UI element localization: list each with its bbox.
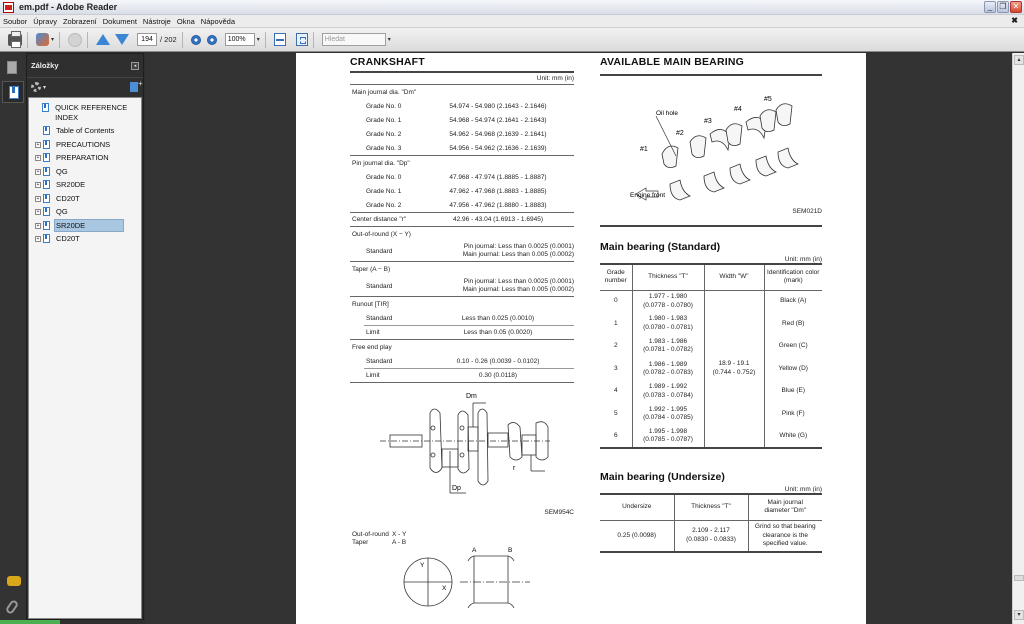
crankshaft-figure [350,383,574,523]
width-cell: 18.9 - 19.1 (0.744 - 0.752) [704,290,764,448]
bearing-shells-drawing [600,76,822,206]
header-width: Width "W" [704,264,764,290]
spec-row: Grade No. 0 47.968 - 47.974 (1.8885 - 1.8887) [366,173,547,181]
menu-help[interactable]: Nápověda [200,16,235,26]
bearing-3-label: #3 [704,118,712,125]
bookmark-item[interactable]: + PRECAUTIONS [36,139,111,149]
bookmark-item[interactable]: QUICK REFERENCE INDEX [29,101,141,124]
bookmark-tree [28,97,142,619]
scrollbar-thumb[interactable] [1014,575,1024,581]
table-row: 6 1.995 - 1.998 (0.0785 - 0.0787) White (G) [600,426,822,449]
table-row: 2 1.983 - 1.986 (0.0781 - 0.0782) Green (C) [600,335,822,358]
bookmark-page-icon [43,221,50,230]
crankshaft-title: CRANKSHAFT [350,56,425,68]
bearing-4-label: #4 [734,106,742,113]
collapse-panel-button[interactable]: ◂ [131,62,139,70]
fit-page-icon [296,33,308,46]
bookmark-item-selected[interactable]: + SR20DE [29,219,141,233]
expand-icon[interactable]: + [36,195,40,202]
toolbar-separator [27,32,28,48]
printer-icon [8,34,22,46]
available-main-bearing-title: AVAILABLE MAIN BEARING [600,56,745,68]
toolbar-separator [182,32,183,48]
spec-row: Grade No. 0 54.974 - 54.980 (2.1643 - 2.1646) [366,102,547,110]
fit-page-button[interactable] [296,31,308,49]
bookmark-item[interactable]: + QG [36,166,68,176]
table-row: 3 1.986 - 1.989 (0.0782 - 0.0783) Yellow (D) [600,358,822,381]
table-row: 5 1.992 - 1.995 (0.0784 - 0.0785) Pink (F) [600,403,822,426]
comments-button[interactable] [2,571,24,593]
bookmarks-button[interactable] [2,81,24,103]
zoom-out-icon [191,35,201,45]
navigation-rail [0,53,26,624]
table-row: 0.25 (0.0098) 2.109 - 2.117 (0.0830 - 0.0833) Grind so that bearing clearance is the specified value. [600,520,822,552]
header-undersize: Undersize [600,494,674,520]
bookmark-item[interactable]: Table of Contents [29,124,141,138]
engine-front-label: Engine front [630,192,666,199]
title-bar [0,0,1024,15]
comments-icon [7,576,21,586]
spec-row: Grade No. 3 54.956 - 54.962 (2.1636 - 2.1639) [366,144,547,152]
unit-label: Unit: mm (in) [536,75,574,82]
header-thickness: Thickness "T" [632,264,704,290]
hand-tool-button[interactable] [68,31,82,49]
bookmark-icon [9,86,19,99]
divider [350,71,574,73]
menu-tools[interactable]: Nástroje [142,16,171,26]
fit-width-button[interactable] [274,31,286,49]
expand-icon[interactable]: + [36,141,40,148]
bookmark-page-icon [43,234,50,243]
expand-icon[interactable]: + [36,155,40,161]
options-gear-icon[interactable] [31,82,41,92]
new-bookmark-icon[interactable] [130,82,138,92]
crankshaft-section [350,53,574,613]
expand-icon[interactable]: + [36,236,40,242]
spec-row: Limit Less than 0.05 (0.0020) [366,329,533,336]
out-of-round-figure [350,523,574,613]
paperclip-icon [5,599,20,615]
unit-label: Unit: mm (in) [784,256,822,263]
y-label: Y [420,562,425,569]
bearing-2-label: #2 [676,130,684,137]
pdf-page [296,53,866,624]
share-button[interactable] [36,31,54,49]
next-page-button[interactable] [115,31,129,49]
panel-title: Záložky [31,61,59,70]
toolbar [0,28,1024,52]
zoom-level-input[interactable]: 100% [225,33,255,46]
page-count: / 202 [160,35,177,44]
menu-document[interactable]: Dokument [102,16,137,26]
expand-icon[interactable]: + [36,168,40,175]
dm-label: Dm [466,393,477,400]
spec-group-label: Main journal dia. "Dm" [352,88,417,96]
scroll-up-icon[interactable]: ▴ [1014,55,1024,65]
chevron-down-icon[interactable]: ▾ [43,84,47,91]
crankshaft-drawing [350,383,574,513]
spec-row: Grade No. 2 47.956 - 47.962 (1.8880 - 1.8883) [366,201,547,209]
spec-row-center-distance: Center distance "r" 42.96 - 43.04 (1.6913 - 1.6945) [352,216,543,223]
minimize-button[interactable]: _ [984,1,996,13]
spec-row: Standard Pin journal: Less than 0.0025 (0.0001) Main journal: Less than 0.005 (0.0002) [366,277,574,293]
share-icon [36,33,49,46]
close-document-icon[interactable]: ✖ [1011,16,1018,25]
dp-label: Dp [452,485,461,492]
header-grade: Grade number [600,264,632,290]
panel-toolbar [27,78,143,96]
hand-icon [68,33,82,47]
spec-row: Grade No. 1 54.968 - 54.974 (2.1641 - 2.1643) [366,116,547,124]
bookmark-page-icon [42,103,49,112]
bookmark-item[interactable]: + SR20DE [36,180,86,189]
bearing-1-label: #1 [640,146,648,153]
panel-header [27,54,143,78]
figure-code: SEM954C [544,509,574,516]
bookmark-page-icon [43,194,50,203]
spec-group-label: Out-of-round (X − Y) [352,230,411,238]
expand-icon[interactable]: + [36,182,40,188]
bookmark-page-icon [43,180,50,189]
bookmark-item[interactable]: + QG [36,207,68,216]
spec-row: Grade No. 1 47.962 - 47.968 (1.8883 - 1.8885) [366,187,547,195]
expand-icon[interactable]: + [36,222,40,229]
header-thickness: Thickness "T" [674,494,748,520]
r-label: r [513,465,516,472]
menu-bar [0,15,1024,28]
bookmark-page-icon [43,140,50,149]
arrow-up-icon [96,34,110,45]
spec-group-label: Taper (A − B) [352,265,391,273]
bookmark-page-icon [43,167,50,176]
journal-measurement-drawing [350,523,574,613]
table-row: 1 1.980 - 1.983 (0.0780 - 0.0781) Red (B) [600,313,822,336]
unit-label: Unit: mm (in) [784,486,822,494]
x-label: X [442,585,447,592]
main-bearing-standard-title: Main bearing (Standard) [600,241,721,253]
spec-row: Grade No. 2 54.962 - 54.968 (2.1639 - 2.1641) [366,130,547,138]
bookmark-page-icon [43,153,50,162]
main-bearing-undersize-title: Main bearing (Undersize) [600,471,725,484]
table-row: 4 1.989 - 1.992 (0.0783 - 0.0784) Blue (E) [600,380,822,403]
spec-group-label: Free end play [352,343,392,351]
page-number-input[interactable]: 194 [137,33,157,46]
bookmark-item[interactable]: + CD20T [36,193,80,203]
menu-view[interactable]: Zobrazení [62,16,97,26]
zoom-in-icon [207,35,217,45]
scroll-down-icon[interactable]: ▾ [1014,610,1024,620]
menu-window[interactable]: Okna [176,16,195,26]
b-label: B [508,547,513,554]
figure-legend: Out-of-round X - Y Taper A - B [352,531,407,546]
bearing-figure [600,76,822,216]
search-input[interactable]: Hledat [322,33,386,46]
spec-row: Limit 0.30 (0.0118) [366,372,518,379]
bearing-5-label: #5 [764,96,772,103]
chevron-down-icon: ▾ [51,37,55,43]
arrow-down-icon [115,34,129,45]
a-label: A [472,547,477,554]
main-bearing-section [600,53,822,553]
bookmark-item[interactable]: + PREPARATION [36,153,109,162]
divider [600,225,822,227]
pdf-app-icon [3,2,14,13]
oil-hole-label: Oil hole [656,110,679,117]
zoom-dropdown-chevron-icon[interactable]: ▾ [256,37,260,43]
toolbar-separator [87,32,88,48]
bookmarks-panel [26,53,144,620]
page-thumbnails-button[interactable] [2,57,24,79]
toolbar-separator [265,32,266,48]
bookmark-page-icon [43,207,50,216]
fit-width-icon [274,33,286,46]
zoom-in-button[interactable] [207,31,217,49]
print-button[interactable] [8,31,22,49]
zoom-out-button[interactable] [191,31,201,49]
attachments-button[interactable] [2,597,24,619]
menu-file[interactable]: Soubor [3,16,28,26]
spec-row: Standard 0.10 - 0.26 (0.0039 - 0.0102) [366,357,540,365]
expand-icon[interactable]: + [36,209,40,215]
spec-group-label: Pin journal dia. "Dp" [352,159,410,167]
spec-row: Standard Less than 0.025 (0.0010) [366,314,535,322]
figure-code: SEM021D [792,208,822,215]
main-bearing-undersize-table [600,493,822,553]
main-bearing-standard-table [600,263,822,449]
window-title: em.pdf - Adobe Reader [19,2,118,12]
header-color: Identification color (mark) [764,264,822,290]
pages-icon [7,61,17,74]
toolbar-separator [313,32,314,48]
previous-page-button[interactable] [96,31,110,49]
toolbar-separator [59,32,60,48]
restore-button[interactable]: ❐ [997,1,1009,13]
menu-edit[interactable]: Úpravy [33,16,57,26]
header-journal-diameter: Main journal diameter "Dm" [748,494,822,520]
vertical-scrollbar[interactable] [1012,53,1024,624]
bookmark-page-icon [43,126,50,135]
taskbar-strip [0,620,60,624]
spec-group-label: Runout [TIR] [352,300,389,308]
search-options-chevron-icon[interactable]: ▾ [387,37,391,43]
close-button[interactable]: ✕ [1010,1,1022,13]
table-row: 0 1.977 - 1.980 (0.0778 - 0.0780) 18.9 - 19.1 (0.744 - 0.752) Black (A) [600,290,822,313]
bookmark-item[interactable]: + CD20T [36,234,80,243]
spec-row: Standard Pin journal: Less than 0.0025 (0.0001) Main journal: Less than 0.005 (0.0002) [366,242,574,258]
